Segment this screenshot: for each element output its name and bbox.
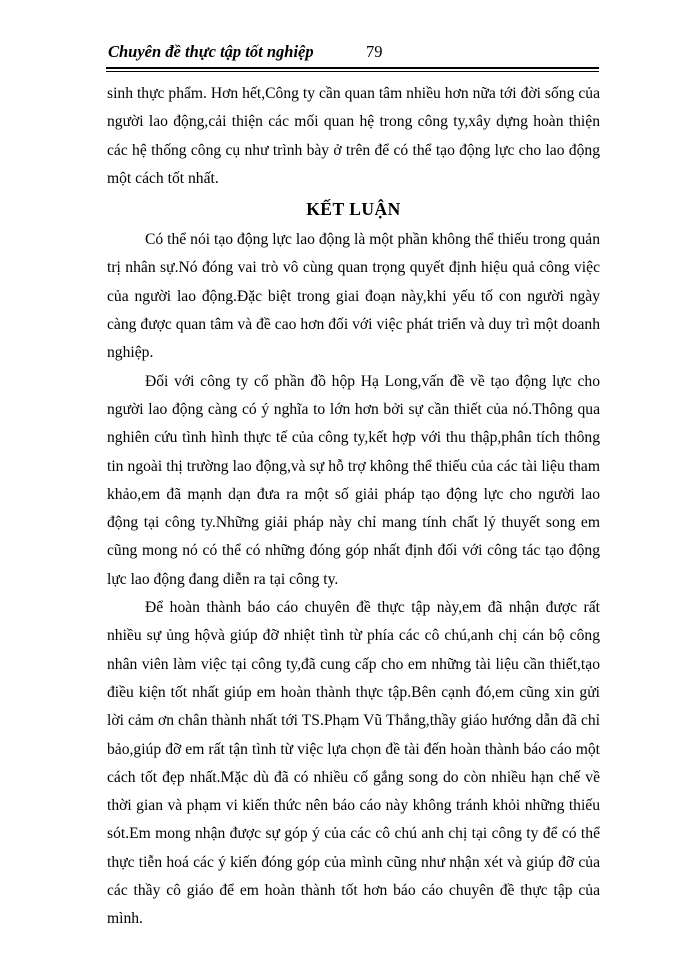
document-body	[107, 80, 600, 934]
paragraph-conclusion-2: Đối với công ty cổ phần đồ hộp Hạ Long,vấn đề về tạo động lực cho người lao động càng có ý nghĩa to lớn hơn bởi sự cần thiết của nó.Thông qua nghiên cứu tình hình thực tế của công ty,kết hợp với thu thập,phân tích thông tin ngoài thị trường lao động,và sự hỗ trợ không thể thiếu của các tài liệu tham khảo,em đã mạnh dạn đưa ra một số giải pháp tạo động lực cho người lao động tại công ty.Những giải pháp này chỉ mang tính chất lý thuyết song em cũng mong nó có thể có những đóng góp nhất định đối với công tác tạo động lực lao động đang diễn ra tại công ty.	[107, 372, 600, 588]
page-number: 79	[366, 42, 383, 61]
paragraph-conclusion-3: Để hoàn thành báo cáo chuyên đề thực tập này,em đã nhận được rất nhiều sự ủng hộvà giúp đỡ nhiệt tình từ phía các cô chú,anh chị cán bộ công nhân viên làm việc tại công ty,đã cung cấp cho em những tài liệu cần thiết,tạo điều kiện tốt nhất giúp em hoàn thành thực tập.Bên cạnh đó,em cũng xin gửi lời cảm ơn chân thành nhất tới TS.Phạm Vũ Thắng,thầy giáo hướng dẫn đã chỉ bảo,giúp đỡ em rất tận tình từ việc lựa chọn đề tài đến hoàn thành báo cáo một cách tốt đẹp nhất.Mặc dù đã có nhiều cố gắng song do còn nhiều hạn chế về thời gian và phạm vi kiến thức nên báo cáo này không tránh khỏi những thiếu sót.Em mong nhận được sự góp ý của các cô chú anh chị tại công ty để có thể thực tiễn hoá các ý kiến đóng góp của mình cũng như nhận xét và giúp đỡ của các thầy cô giáo để em hoàn thành tốt hơn báo cáo chuyên đề thực tập của mình.	[107, 599, 600, 928]
section-heading: KẾT LUẬN	[306, 199, 401, 220]
header-title: Chuyên đề thực tập tốt nghiệp	[108, 42, 314, 61]
header-rule-thin	[106, 71, 599, 72]
paragraph-conclusion-1: Có thể nói tạo động lực lao động là một phần không thể thiếu trong quản trị nhân sự.Nó đóng vai trò vô cùng quan trọng quyết định hiệu quả công việc của người lao động.Đặc biệt trong giai đoạn này,khi yếu tố con người ngày càng được quan tâm và đề cao hơn đối với việc phát triển và duy trì một doanh nghiệp.	[107, 231, 600, 362]
paragraph-intro: sinh thực phẩm. Hơn hết,Công ty cần quan tâm nhiều hơn nữa tới đời sống của người lao động,cải thiện các mối quan hệ trong công ty,xây dựng hoàn thiện các hệ thống công cụ như trình bày ở trên để có thể tạo động lực cho lao động một cách tốt nhất.	[107, 85, 600, 187]
page-header	[108, 40, 599, 64]
header-rule	[106, 67, 599, 69]
